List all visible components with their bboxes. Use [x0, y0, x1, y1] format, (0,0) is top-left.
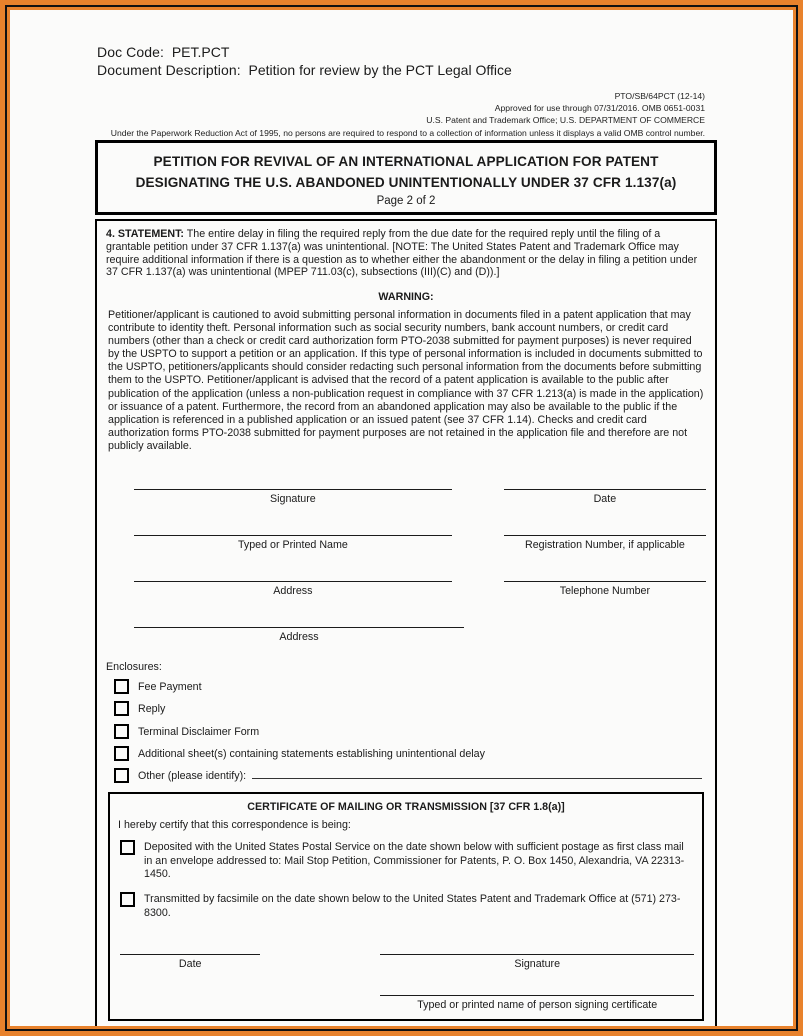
address-label-1: Address — [273, 584, 313, 597]
signature-field[interactable] — [134, 477, 452, 490]
statement-section — [106, 228, 706, 279]
registration-number-field[interactable] — [504, 523, 706, 536]
enclosure-item-fee-payment — [114, 679, 706, 694]
typed-name-field[interactable] — [134, 523, 452, 536]
telephone-label: Telephone Number — [559, 584, 651, 597]
facsimile-label: Transmitted by facsimile on the date shown below to the United States Patent and Trademark Office at (571) 273-8300. — [144, 893, 681, 920]
facsimile-checkbox[interactable] — [120, 892, 135, 907]
other-checkbox[interactable] — [114, 768, 129, 783]
doc-code-label: Doc Code: — [97, 44, 165, 60]
certificate-option-facsimile — [120, 892, 694, 921]
enclosures-label: Enclosures: — [106, 660, 162, 673]
approval-line: Approved for use through 07/31/2016. OMB 0651-0031 — [494, 103, 705, 114]
enclosures-section — [106, 661, 706, 784]
form-title-line-1: PETITION FOR REVIVAL OF AN INTERNATIONAL APPLICATION FOR PATENT — [153, 153, 659, 169]
signature-row-1 — [106, 477, 706, 505]
fee-payment-label: Fee Payment — [138, 680, 202, 693]
reply-checkbox[interactable] — [114, 701, 129, 716]
address-label-2: Address — [279, 630, 319, 643]
date-field[interactable] — [504, 477, 706, 490]
signature-label: Signature — [270, 492, 316, 505]
certificate-box — [108, 792, 704, 1022]
certificate-option-mail — [120, 840, 694, 883]
form-title-box — [95, 140, 717, 215]
warning-text: Petitioner/applicant is cautioned to avoid submitting personal information in documents filed in a patent application that may contribute to identity theft. Personal information such as social security numbers, bank account numbers, or credit card numbers (other than a check or credit card authorization form PTO-2038 submitted for payment purposes) is never required by the USPTO to support a petition or an application. If this type of personal information is included in documents submitted to the USPTO, petitioners/applicants should consider redacting such personal information from the documents before submitting them to the USPTO. Petitioner/applicant is advised that the record of a patent application is available to the public after publication of the application (unless a non-publication request in compliance with 37 CFR 1.213(a) is made in the application) or issuance of a patent. Furthermore, the record from an abandoned application may also be available to the public if the application is referenced in a published application or an issued patent (see 37 CFR 1.14). Checks and credit card authorization forms PTO-2038 submitted for payment purposes are not retained in the application file and therefore are not publicly available. — [108, 309, 704, 452]
enclosure-item-terminal-disclaimer — [114, 724, 706, 739]
doc-description-value: Petition for review by the PCT Legal Office — [248, 62, 512, 79]
form-meta-block — [10, 90, 705, 139]
enclosure-item-reply — [114, 701, 706, 716]
form-number: PTO/SB/64PCT (12-14) — [614, 90, 705, 101]
doc-description-label: Document Description: — [97, 62, 241, 79]
warning-title: WARNING: — [378, 291, 434, 304]
certificate-intro: I hereby certify that this correspondence is being: — [118, 818, 351, 831]
certificate-title: CERTIFICATE OF MAILING OR TRANSMISSION [37 CFR 1.8(a)] — [247, 800, 565, 813]
certificate-date-label: Date — [178, 958, 202, 971]
office-line: U.S. Patent and Trademark Office; U.S. DEPARTMENT OF COMMERCE — [426, 115, 705, 126]
terminal-disclaimer-label: Terminal Disclaimer Form — [138, 725, 260, 738]
typed-name-label: Typed or Printed Name — [237, 538, 348, 551]
additional-sheets-label: Additional sheet(s) containing statements establishing unintentional delay — [138, 747, 485, 760]
fee-payment-checkbox[interactable] — [114, 679, 129, 694]
reply-label: Reply — [138, 703, 166, 716]
address-field-2[interactable] — [134, 615, 464, 628]
certificate-date-field[interactable] — [120, 943, 260, 955]
form-page — [10, 10, 793, 1026]
document-header — [97, 43, 793, 80]
address-field-1[interactable] — [134, 569, 452, 582]
certificate-signature-label: Signature — [514, 958, 561, 971]
certificate-typed-name-label: Typed or printed name of person signing certificate — [417, 999, 658, 1012]
additional-sheets-checkbox[interactable] — [114, 746, 129, 761]
terminal-disclaimer-checkbox[interactable] — [114, 724, 129, 739]
registration-number-label: Registration Number, if applicable — [524, 538, 685, 551]
doc-code-value: PET.PCT — [171, 44, 230, 60]
statement-text: The entire delay in filing the required reply from the due date for the required reply until the filing of a grantable petition under 37 CFR 1.137(a) was unintentional. [NOTE: The United States Patent and Trademark Office may require additional information if there is a question as to whether either the abandonment or the delay in filing a petition under 37 CFR 1.137(a) was unintentional (MPEP 711.03(c), subsections (III)(C) and (D)).] — [106, 227, 698, 279]
enclosure-item-additional-sheets — [114, 746, 706, 761]
date-label: Date — [593, 492, 617, 505]
deposited-mail-checkbox[interactable] — [120, 840, 135, 855]
enclosure-item-other — [114, 768, 706, 783]
page-indicator: Page 2 of 2 — [376, 194, 436, 207]
signature-grid — [106, 477, 706, 643]
certificate-typed-name-field[interactable] — [380, 984, 694, 996]
paperwork-note: Under the Paperwork Reduction Act of 1995, no persons are required to respond to a collection of information unless it displays a valid OMB control number. — [110, 127, 705, 138]
other-identify-field[interactable] — [252, 768, 702, 779]
deposited-mail-label: Deposited with the United States Postal Service on the date shown below with sufficient postage as first class mail in an envelope addressed to: Mail Stop Petition, Commissioner for Patents, P. O. Box 1450, Alexandria, VA 22313-1450. — [144, 840, 685, 881]
telephone-field[interactable] — [504, 569, 706, 582]
other-label: Other (please identify): — [138, 770, 247, 783]
form-title-line-2: DESIGNATING THE U.S. ABANDONED UNINTENTIONALLY UNDER 37 CFR 1.137(a) — [135, 174, 677, 190]
form-body — [95, 140, 717, 1026]
signature-row-3 — [106, 569, 706, 597]
form-content-box — [95, 219, 717, 1026]
statement-label: 4. STATEMENT: — [106, 227, 184, 240]
scan-frame-inner-border — [5, 5, 798, 1031]
signature-row-2 — [106, 523, 706, 551]
certificate-signature-area — [118, 943, 694, 1011]
signature-row-4 — [106, 615, 706, 643]
certificate-signature-field[interactable] — [380, 943, 694, 955]
